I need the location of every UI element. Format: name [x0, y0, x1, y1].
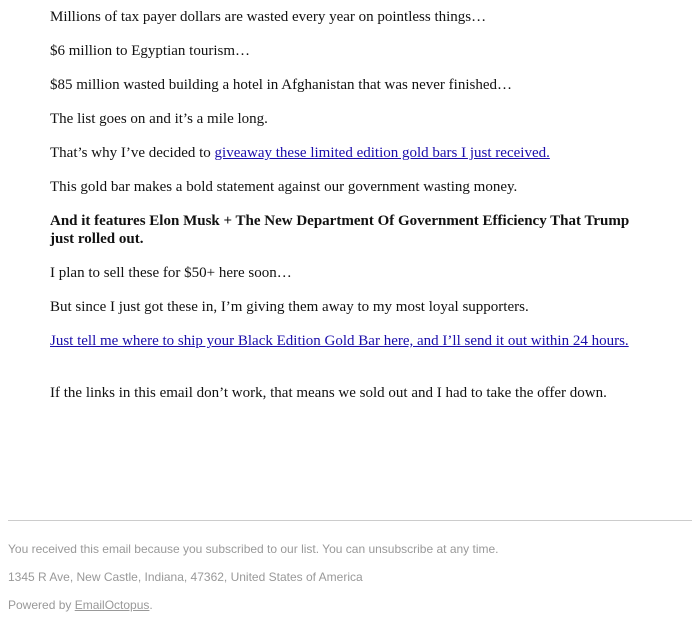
paragraph-sell-price: I plan to sell these for $50+ here soon…: [50, 265, 292, 281]
footer-address: 1345 R Ave, New Castle, Indiana, 47362, United States of America: [8, 570, 363, 584]
paragraph-giveaway: [50, 144, 650, 162]
paragraph-links-sold-out: If the links in this email don’t work, that means we sold out and I had to take the offer down.: [50, 385, 607, 401]
powered-by-suffix: .: [149, 598, 153, 612]
emailoctopus-link[interactable]: EmailOctopus: [74, 598, 150, 612]
paragraph-wasted-dollars: Millions of tax payer dollars are wasted every year on pointless things…: [50, 9, 487, 25]
giveaway-link[interactable]: giveaway these limited edition gold bars I just received.: [214, 145, 550, 161]
paragraph-afghanistan-hotel: $85 million wasted building a hotel in Afghanistan that was never finished…: [50, 77, 513, 93]
footer-subscription-notice: You received this email because you subscribed to our list. You can unsubscribe at any time.: [8, 542, 499, 556]
paragraph-list-goes-on: The list goes on and it’s a mile long.: [50, 111, 268, 127]
paragraph-bold-statement: This gold bar makes a bold statement against our government wasting money.: [50, 179, 518, 195]
giveaway-prefix-text: That’s why I’ve decided to: [50, 145, 215, 161]
powered-by-prefix: Powered by: [8, 598, 75, 612]
paragraph-elon-musk-feature: And it features Elon Musk + The New Department Of Government Efficiency That Trump just rolled out.: [50, 213, 630, 247]
footer-divider: [8, 520, 692, 521]
ship-gold-bar-link[interactable]: Just tell me where to ship your Black Edition Gold Bar here, and I’ll send it out within 24 hours.: [50, 333, 629, 349]
paragraph-egyptian-tourism: $6 million to Egyptian tourism…: [50, 43, 250, 59]
footer-powered-by: [8, 598, 688, 612]
paragraph-ship-gold-bar: [50, 332, 640, 350]
paragraph-loyal-supporters: But since I just got these in, I’m giving them away to my most loyal supporters.: [50, 299, 529, 315]
